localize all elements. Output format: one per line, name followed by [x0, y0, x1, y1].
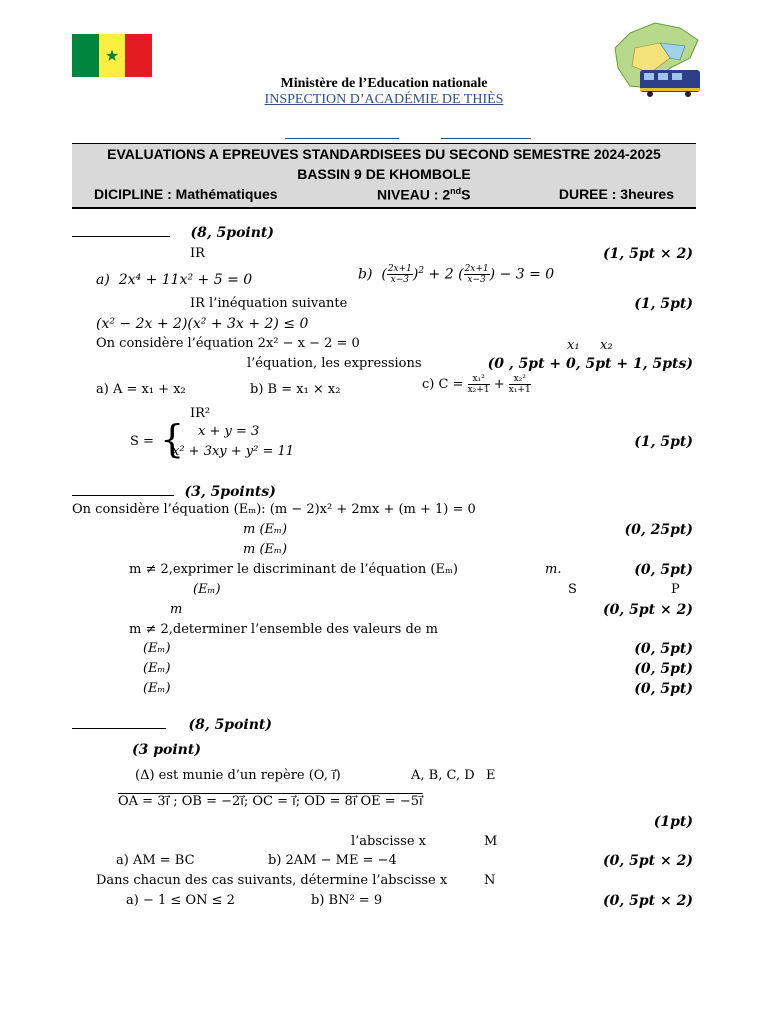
- ex2-q3-m: m.: [545, 562, 562, 577]
- banner-title: EVALUATIONS A EPREUVES STANDARDISEES DU SECOND SEMESTRE 2024-2025: [107, 146, 661, 162]
- ex3-dans: Dans chacun des cas suivants, détermine l’abscisse x: [96, 873, 448, 888]
- ministry-title: Ministère de l’Education nationale: [280, 76, 488, 91]
- senegal-flag: [72, 34, 152, 77]
- ex1-expr-points: (0 , 5pt + 0, 5pt + 1, 5pts): [487, 356, 693, 372]
- ex1-consider: On considère l’équation 2x² − x − 2 = 0: [96, 336, 360, 351]
- ex1-x2: x₂: [600, 338, 613, 353]
- ex1-header: [72, 224, 274, 241]
- ex2-q4: (Eₘ): [193, 582, 221, 597]
- ex1-expr-B: b) B = x₁ × x₂: [250, 382, 341, 397]
- inspection-title: INSPECTION D’ACADÉMIE DE THIÈS: [264, 92, 504, 107]
- ex2-q8: (Eₘ): [143, 661, 171, 676]
- flag-red-band: [125, 34, 152, 77]
- ex3-repere: (Δ) est munie d’un repère (O, i⃗): [135, 768, 341, 783]
- banner-niveau: NIVEAU : 2ndS: [377, 186, 471, 203]
- banner-discipline: DICIPLINE : Mathématiques: [94, 186, 278, 202]
- system-brace: {: [160, 417, 185, 461]
- ex1-expr-A: a) A = x₁ + x₂: [96, 382, 186, 397]
- ex2-q3-points: (0, 5pt): [634, 562, 693, 578]
- ex3-point-N: N: [484, 873, 496, 888]
- ex3-vectors: OA = 3i⃗ ; OB = −2i⃗; OC = i⃗; OD = 8i⃗ OE = −5i⃗: [118, 794, 423, 809]
- ex3-points-list: A, B, C, D: [411, 768, 475, 783]
- ex3-header: [72, 716, 272, 733]
- ex2-equation: On considère l’équation (Eₘ): (m − 2)x² + 2mx + (m + 1) = 0: [72, 502, 476, 517]
- ex1-system-eq1: x + y = 3: [198, 424, 260, 439]
- ex1-ir2: IR²: [190, 406, 211, 421]
- ex1-inequation: (x² − 2x + 2)(x² + 3x + 2) ≤ 0: [96, 316, 309, 332]
- ex2-q3: m ≠ 2,exprimer le discriminant de l’équation (Eₘ): [129, 562, 458, 577]
- ex3-r1-points: (1pt): [653, 814, 693, 830]
- exam-banner: [72, 143, 696, 209]
- frac-b2: $\frac{2x+1}{x-3}$: [464, 264, 489, 285]
- ex1-title-blank: [72, 224, 170, 237]
- separator-line-1: [285, 138, 399, 139]
- flag-yellow-band: [99, 34, 126, 77]
- ex3-sub-points: (3 point): [132, 742, 201, 758]
- ex2-q9: (Eₘ): [143, 681, 171, 696]
- ex2-q4-P: P: [671, 582, 680, 597]
- ex2-q5-points: (0, 5pt × 2): [603, 602, 693, 618]
- ex1-x1: x₁: [567, 338, 580, 353]
- ex2-q7: (Eₘ): [143, 641, 171, 656]
- ex1-line1: IR: [190, 246, 205, 261]
- ex3-abscisse: l’abscisse x: [351, 834, 426, 849]
- ex3-last-b: b) BN² = 9: [311, 893, 383, 908]
- ex2-points: (3, 5points): [184, 484, 276, 500]
- frac-b1: $\frac{2x+1}{x-3}$: [387, 264, 412, 285]
- ex1-eq-b: b) ( $\frac{2x+1}{x-3}$ )$^2$ + 2 ( $\frac{2x+1}{x-3}$ ) − 3 = 0: [358, 264, 555, 285]
- ex1-system-eq2: x² + 3xy + y² = 11: [172, 444, 295, 459]
- banner-subtitle: BASSIN 9 DE KHOMBOLE: [297, 166, 471, 182]
- ex2-q2: m (Eₘ): [243, 542, 288, 557]
- flag-star-icon: ★: [104, 46, 120, 65]
- ex3-case-b: b) 2AM − ME = −4: [268, 853, 397, 868]
- ex2-q4-S: S: [568, 582, 577, 597]
- ex2-q1-points: (0, 25pt): [624, 522, 693, 538]
- ex2-q7-points: (0, 5pt): [634, 641, 693, 657]
- ex3-point-E: E: [486, 768, 496, 783]
- ex1-expr-C: c) C = $\frac{\text{x₁²}}{\text{x₂+1}}$ + $\frac{\text{x₂²}}{\text{x₁+1}}$: [422, 374, 531, 395]
- ex1-expr-text: l’équation, les expressions: [247, 356, 422, 371]
- ex1-line1-points: (1, 5pt × 2): [603, 246, 693, 262]
- ex1-line3-points: (1, 5pt): [634, 296, 693, 312]
- ex3-last-points: (0, 5pt × 2): [603, 893, 693, 909]
- ex2-q8-points: (0, 5pt): [634, 661, 693, 677]
- ex1-system-points: (1, 5pt): [634, 434, 693, 450]
- banner-duree: DUREE : 3heures: [558, 186, 674, 202]
- ex1-points: (8, 5point): [190, 225, 275, 241]
- ex3-points: (8, 5point): [188, 717, 273, 733]
- ex2-q6: m ≠ 2,determiner l’ensemble des valeurs de m: [129, 622, 438, 637]
- ex2-title-blank: [72, 483, 174, 496]
- separator-line-2: [441, 138, 531, 139]
- ex3-case-a: a) AM = BC: [116, 853, 195, 868]
- flag-green-band: [72, 34, 99, 77]
- ex3-last-a: a) − 1 ≤ ON ≤ 2: [126, 893, 235, 908]
- ex2-header: [72, 483, 276, 500]
- ex3-case-points: (0, 5pt × 2): [603, 853, 693, 869]
- ex3-title-blank: [72, 716, 166, 729]
- ex1-line3: IR l’inéquation suivante: [190, 296, 348, 311]
- ex2-q9-points: (0, 5pt): [634, 681, 693, 697]
- ex2-q1: m (Eₘ): [243, 522, 288, 537]
- ex3-point-M: M: [484, 834, 498, 849]
- ex1-eq-a: a) 2x⁴ + 11x² + 5 = 0: [96, 272, 253, 288]
- ex2-q5: m: [170, 602, 183, 617]
- ex1-system-label: S =: [130, 434, 154, 449]
